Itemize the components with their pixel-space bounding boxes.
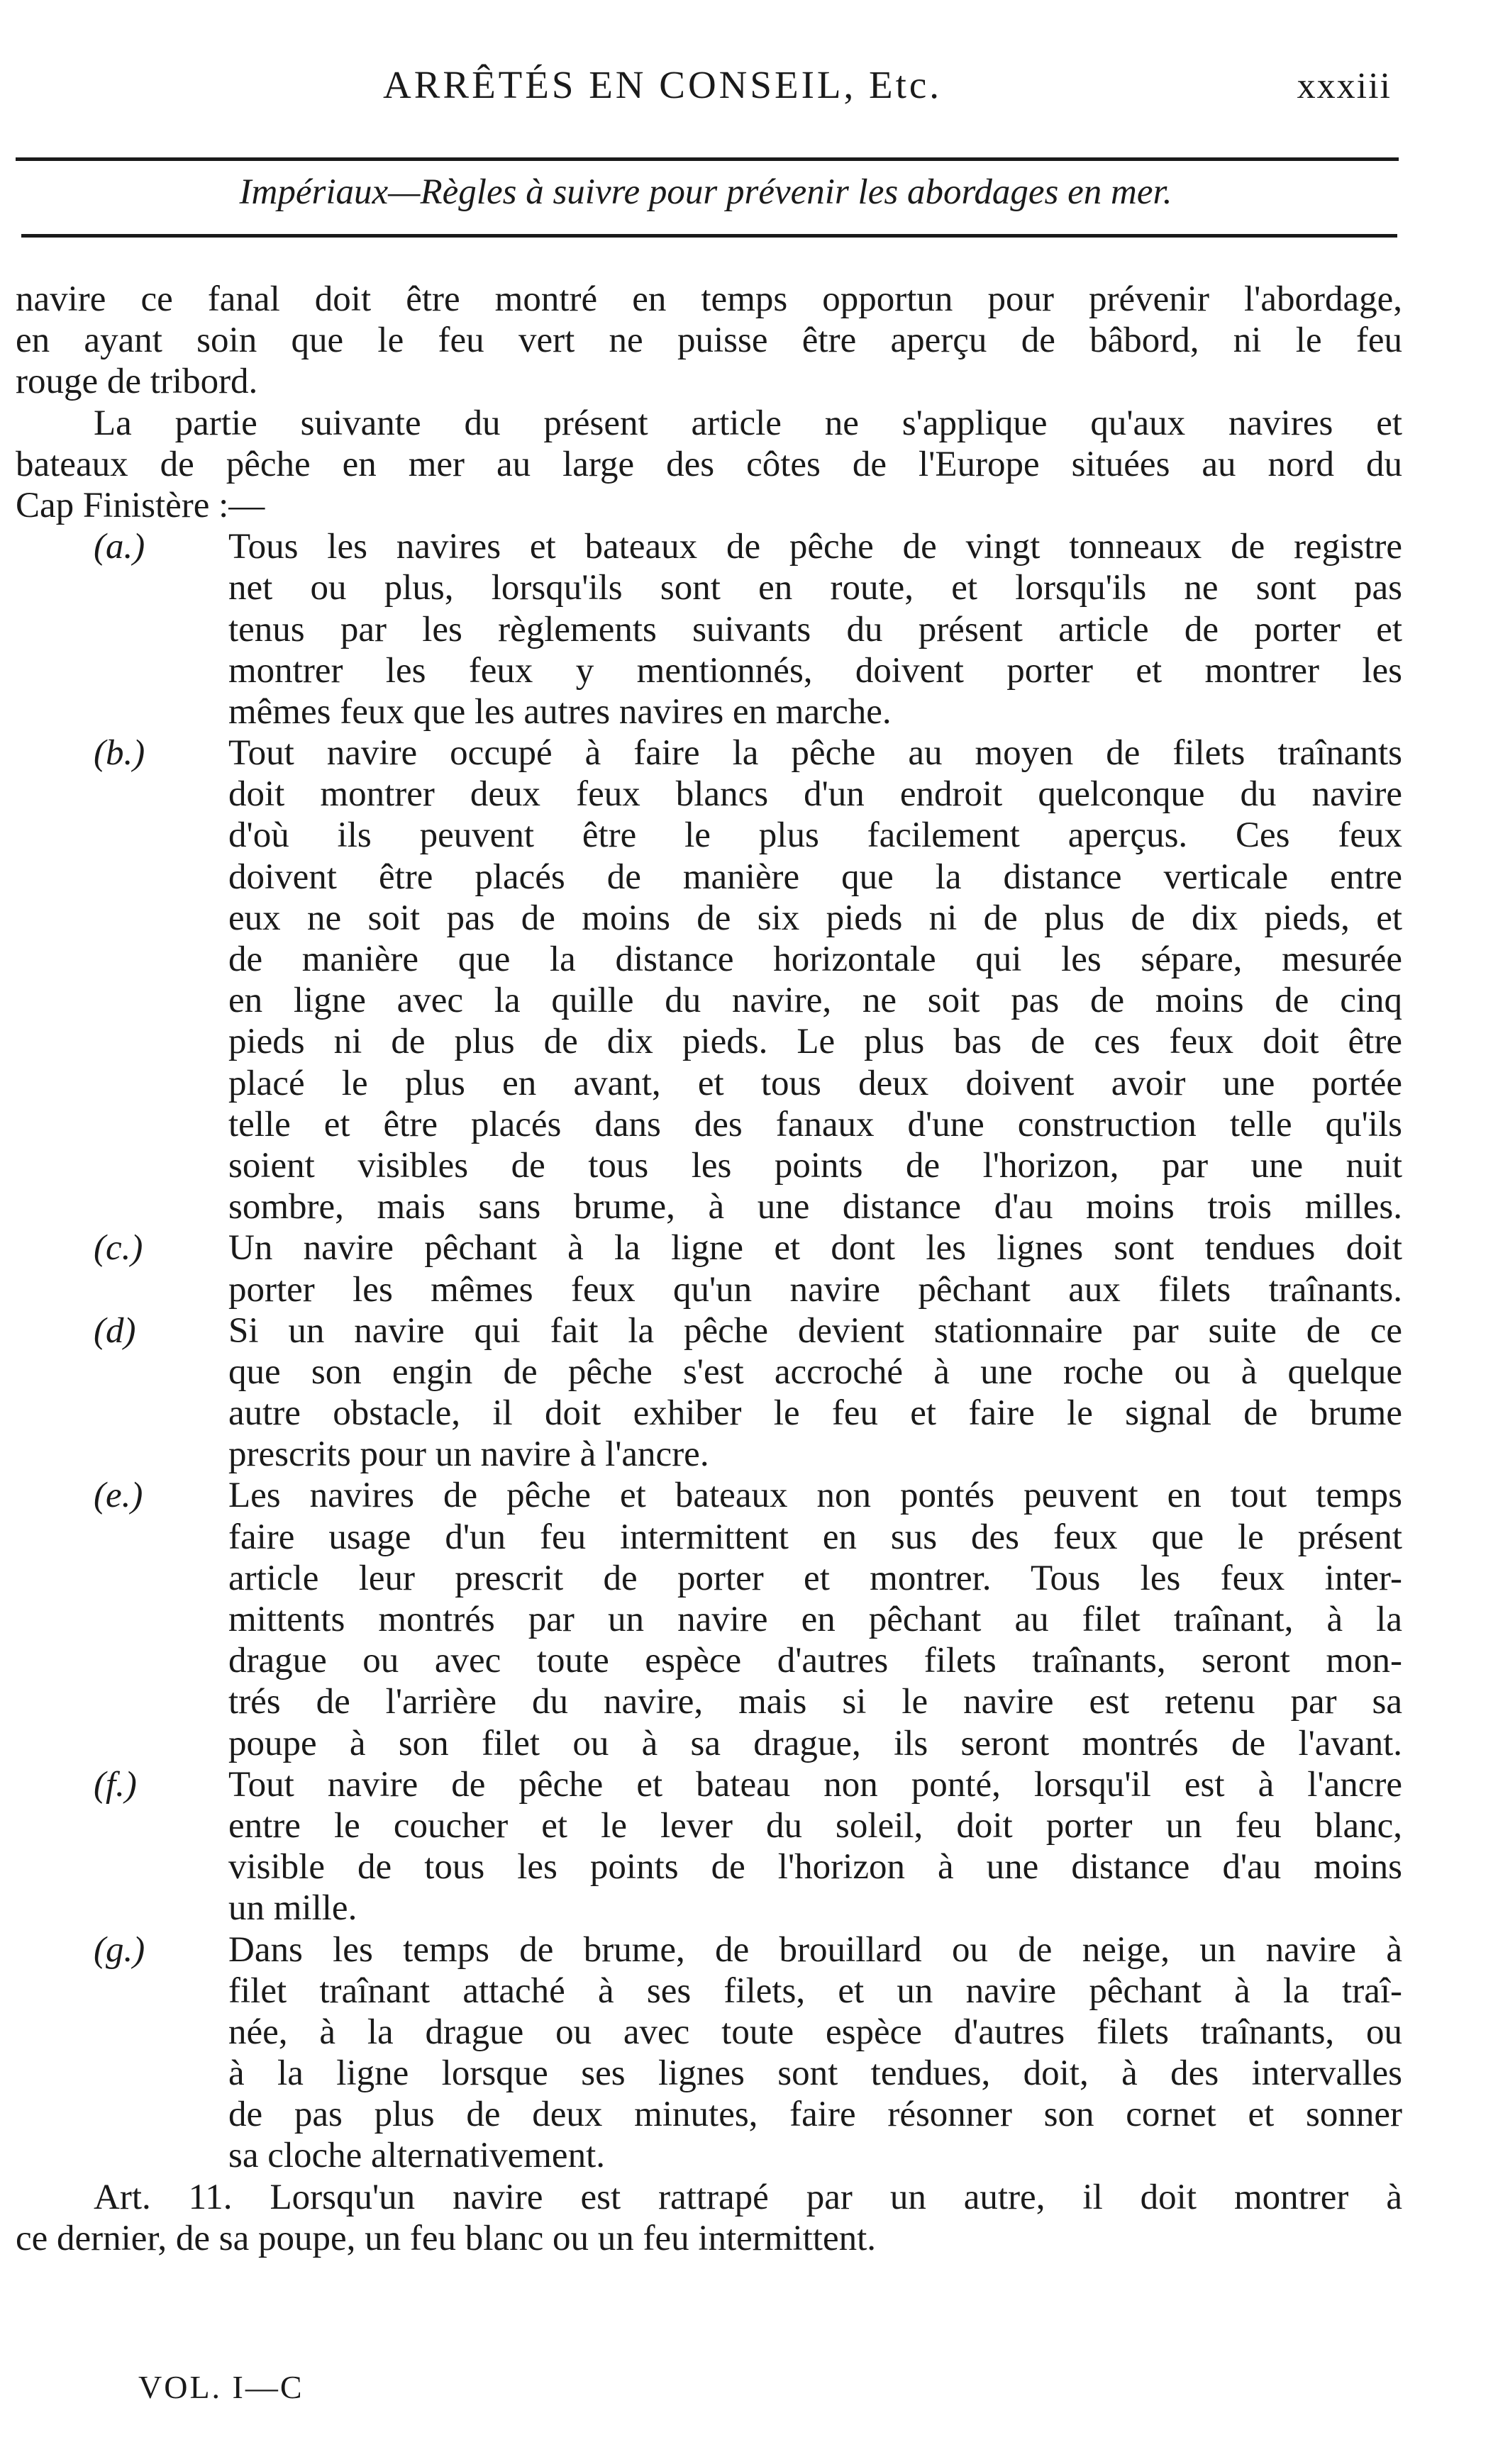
text-line: doit montrer deux feux blancs d'un endroit quelconque du navire <box>228 774 1402 815</box>
text-line: faire usage d'un feu intermittent en sus des feux que le présent <box>228 1517 1402 1557</box>
text-line: entre le coucher et le lever du soleil, doit porter un feu blanc, <box>228 1805 1402 1846</box>
section-subhead: Impériaux—Règles à suivre pour prévenir les abordages en mer. <box>239 172 1172 212</box>
text-line: Art. 11. Lorsqu'un navire est rattrapé par un autre, il doit montrer à <box>94 2177 1402 2217</box>
text-line: née, à la drague ou avec toute espèce d'autres filets traînants, ou <box>228 2012 1402 2052</box>
text-line: rouge de tribord. <box>16 362 258 402</box>
text-line: à la ligne lorsque ses lignes sont tendues, doit, à des intervalles <box>228 2053 1402 2094</box>
text-line: Tous les navires et bateaux de pêche de vingt tonneaux de registre <box>228 527 1402 567</box>
text-line: sa cloche alternativement. <box>228 2136 605 2176</box>
text-line: La partie suivante du présent article ne s'applique qu'aux navires et <box>94 403 1402 443</box>
text-line: autre obstacle, il doit exhiber le feu et faire le signal de brume <box>228 1393 1402 1434</box>
text-line: visible de tous les points de l'horizon à une distance d'au moins <box>228 1847 1402 1888</box>
text-line: telle et être placés dans des fanaux d'une construction telle qu'ils <box>228 1104 1402 1144</box>
text-line: porter les mêmes feux qu'un navire pêchant aux filets traînants. <box>228 1269 1402 1310</box>
running-head <box>0 62 1498 119</box>
item-marker: (a.) <box>94 527 145 567</box>
text-line: un mille. <box>228 1888 357 1929</box>
text-line: Si un navire qui fait la pêche devient stationnaire par suite de ce <box>228 1310 1402 1351</box>
item-marker: (g.) <box>94 1929 145 1970</box>
item-marker: (e.) <box>94 1476 143 1516</box>
item-marker: (f.) <box>94 1764 137 1805</box>
text-line: doivent être placés de manière que la distance verticale entre <box>228 857 1402 897</box>
signature-mark: VOL. I—C <box>138 2369 304 2405</box>
text-line: sombre, mais sans brume, à une distance d'au moins trois milles. <box>228 1187 1402 1227</box>
text-line: article leur prescrit de porter et montrer. Tous les feux inter- <box>228 1558 1402 1598</box>
text-line: prescrits pour un navire à l'ancre. <box>228 1434 709 1475</box>
text-line: drague ou avec toute espèce d'autres filets traînants, seront mon- <box>228 1641 1402 1681</box>
text-line: poupe à son filet ou à sa drague, ils seront montrés de l'avant. <box>228 1723 1402 1763</box>
list-item-a <box>16 526 1402 567</box>
page-number: xxxiii <box>1297 66 1392 106</box>
text-line: trés de l'arrière du navire, mais si le navire est retenu par sa <box>228 1682 1402 1722</box>
item-marker: (c.) <box>94 1228 143 1269</box>
list-item-c <box>16 1227 1402 1269</box>
list-item-e <box>16 1475 1402 1516</box>
text-line: de pas plus de deux minutes, faire résonner son cornet et sonner <box>228 2095 1402 2135</box>
list-item-f <box>16 1764 1402 1805</box>
text-line: soient visibles de tous les points de l'horizon, par une nuit <box>228 1145 1402 1186</box>
list-item-d <box>16 1310 1402 1351</box>
text-line: d'où ils peuvent être le plus facilement aperçus. Ces feux <box>228 815 1402 856</box>
text-line: Tout navire de pêche et bateau non ponté, lorsqu'il est à l'ancre <box>228 1764 1402 1805</box>
text-line: Un navire pêchant à la ligne et dont les lignes sont tendues doit <box>228 1228 1402 1269</box>
item-marker: (d) <box>94 1310 136 1351</box>
header-rule-bottom <box>21 234 1397 238</box>
text-line: navire ce fanal doit être montré en temps opportun pour prévenir l'abordage, <box>16 279 1402 319</box>
running-title: ARRÊTÉS EN CONSEIL, Etc. <box>383 63 943 106</box>
text-line: en ayant soin que le feu vert ne puisse être aperçu de bâbord, ni le feu <box>16 320 1402 361</box>
text-line: en ligne avec la quille du navire, ne soit pas de moins de cinq <box>228 981 1402 1021</box>
list-item-b <box>16 732 1402 774</box>
text-line: que son engin de pêche s'est accroché à une roche ou à quelque <box>228 1351 1402 1392</box>
text-line: ce dernier, de sa poupe, un feu blanc ou un feu intermittent. <box>16 2218 877 2258</box>
text-line: Cap Finistère :— <box>16 485 265 525</box>
text-line: placé le plus en avant, et tous deux doivent avoir une portée <box>228 1063 1402 1103</box>
text-line: montrer les feux y mentionnés, doivent porter et montrer les <box>228 650 1402 691</box>
body-text <box>16 279 1402 2259</box>
text-line: Les navires de pêche et bateaux non pontés peuvent en tout temps <box>228 1476 1402 1516</box>
text-line: net ou plus, lorsqu'ils sont en route, et lorsqu'ils ne sont pas <box>228 568 1402 608</box>
text-line: bateaux de pêche en mer au large des côtes de l'Europe situées au nord du <box>16 444 1402 484</box>
text-line: pieds ni de plus de dix pieds. Le plus bas de ces feux doit être <box>228 1022 1402 1062</box>
text-line: eux ne soit pas de moins de six pieds ni de plus de dix pieds, et <box>228 898 1402 938</box>
header-rule-top <box>16 157 1399 161</box>
text-line: mittents montrés par un navire en pêchant au filet traînant, à la <box>228 1600 1402 1639</box>
text-line: de manière que la distance horizontale qui les sépare, mesurée <box>228 940 1402 979</box>
text-line: filet traînant attaché à ses filets, et un navire pêchant à la traî- <box>228 1970 1402 2011</box>
list-item-g <box>16 1929 1402 1970</box>
text-line: Dans les temps de brume, de brouillard ou de neige, un navire à <box>228 1929 1402 1970</box>
text-line: tenus par les règlements suivants du présent article de porter et <box>228 609 1402 650</box>
item-marker: (b.) <box>94 733 145 774</box>
text-line: mêmes feux que les autres navires en marche. <box>228 691 892 732</box>
text-line: Tout navire occupé à faire la pêche au moyen de filets traînants <box>228 733 1402 774</box>
